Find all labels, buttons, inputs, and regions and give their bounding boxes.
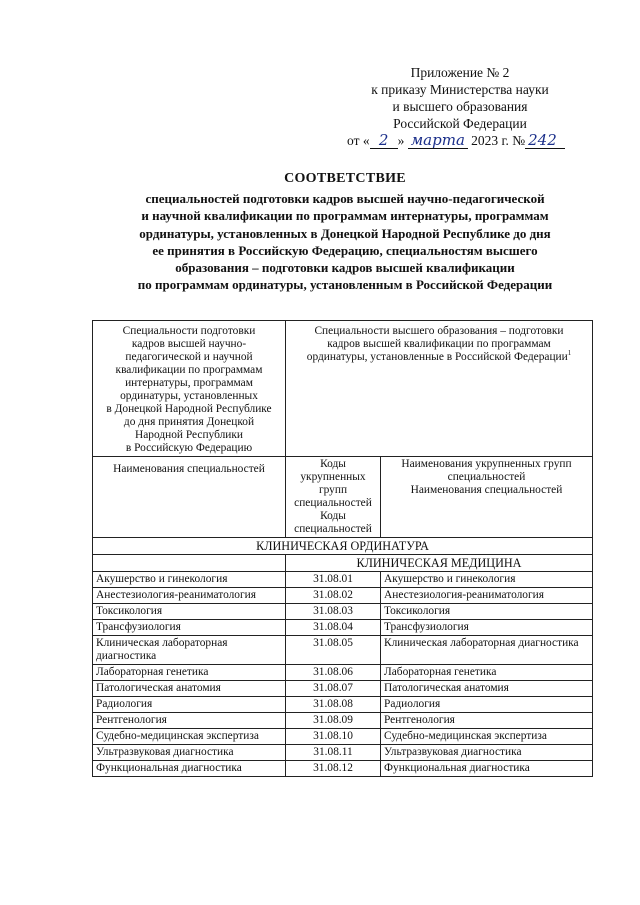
header-left-cell: [93, 321, 286, 457]
header-left-line: квалификации по программам: [115, 364, 263, 376]
title-line: и научной квалификации по программам интернатуры, программам: [141, 208, 549, 224]
groups-header-line: Наименования специальностей: [410, 484, 563, 496]
section-clinical-medicine: КЛИНИЧЕСКАЯ МЕДИЦИНА: [286, 555, 593, 572]
table-row: [93, 761, 593, 777]
specialty-code-cell: 31.08.09: [286, 713, 381, 729]
rf-specialty-cell: Радиология: [381, 697, 593, 713]
empty-cell: [93, 555, 286, 572]
rf-specialty-cell: Судебно-медицинская экспертиза: [381, 729, 593, 745]
appendix-country-line: Российской Федерации: [393, 116, 527, 131]
appendix-ministry-line: и высшего образования: [392, 99, 528, 114]
table-row: [93, 620, 593, 636]
specialty-name-cell: Патологическая анатомия: [93, 681, 286, 697]
table-row: [93, 681, 593, 697]
title-main: СООТВЕТСТВИЕ: [284, 171, 406, 186]
specialty-name-cell: Анестезиология-реаниматология: [93, 588, 286, 604]
section-row: [93, 555, 593, 572]
table-row: [93, 745, 593, 761]
footnote-mark: 1: [567, 349, 572, 358]
codes-header-line: Коды: [320, 510, 346, 522]
header-left-line: до дня принятия Донецкой: [123, 416, 255, 428]
rf-specialty-cell: Анестезиология-реаниматология: [381, 588, 593, 604]
header-right-line: кадров высшей квалификации по программам: [327, 338, 551, 350]
date-mid: »: [397, 133, 405, 148]
header-left-line: Специальности подготовки: [122, 325, 256, 337]
header-left-line: интернатуры, программам: [125, 377, 253, 389]
col-codes-header: [286, 457, 381, 538]
specialty-name-cell: Рентгенология: [93, 713, 286, 729]
specialty-code-cell: 31.08.11: [286, 745, 381, 761]
specialty-name-cell: Клиническая лабораторная диагностика: [93, 636, 286, 665]
codes-header-line: специальностей: [294, 523, 372, 535]
appendix-date-line: [330, 132, 590, 149]
specialty-name-cell: Лабораторная генетика: [93, 665, 286, 681]
date-prefix: от «: [347, 133, 370, 148]
table-row: [93, 636, 593, 665]
col-groups-header: [381, 457, 593, 538]
header-right-cell: [286, 321, 593, 457]
specialty-name-cell: Трансфузиология: [93, 620, 286, 636]
specialty-code-cell: 31.08.02: [286, 588, 381, 604]
specialty-code-cell: 31.08.06: [286, 665, 381, 681]
handwritten-order-number: 242: [525, 133, 565, 149]
table-row: [93, 665, 593, 681]
table-row: [93, 588, 593, 604]
specialty-code-cell: 31.08.04: [286, 620, 381, 636]
specialty-code-cell: 31.08.12: [286, 761, 381, 777]
header-left-line: кадров высшей научно-: [131, 338, 247, 350]
rf-specialty-cell: Трансфузиология: [381, 620, 593, 636]
specialty-code-cell: 31.08.08: [286, 697, 381, 713]
header-right-line: [289, 351, 589, 364]
groups-header-line: Наименования укрупненных групп: [401, 458, 572, 470]
rf-specialty-cell: Рентгенология: [381, 713, 593, 729]
rf-specialty-cell: Патологическая анатомия: [381, 681, 593, 697]
table-row: [93, 729, 593, 745]
rf-specialty-cell: Функциональная диагностика: [381, 761, 593, 777]
col-names-header: Наименования специальностей: [93, 457, 286, 538]
specialty-code-cell: 31.08.03: [286, 604, 381, 620]
table-body: [93, 572, 593, 777]
groups-header-line: специальностей: [447, 471, 526, 483]
codes-header-line: Коды: [320, 458, 346, 470]
header-left-line: ординатуры, установленных: [120, 390, 258, 402]
codes-header-line: специальностей: [294, 497, 372, 509]
title-line: специальностей подготовки кадров высшей научно-педагогической: [145, 191, 545, 207]
specialty-name-cell: Токсикология: [93, 604, 286, 620]
table-subheader-row: [93, 457, 593, 538]
rf-specialty-cell: Токсикология: [381, 604, 593, 620]
handwritten-month: марта: [408, 133, 468, 149]
specialty-code-cell: 31.08.07: [286, 681, 381, 697]
rf-specialty-cell: Клиническая лабораторная диагностика: [381, 636, 593, 665]
specialty-code-cell: 31.08.01: [286, 572, 381, 588]
rf-specialty-cell: Акушерство и гинекология: [381, 572, 593, 588]
document-title: [80, 170, 610, 293]
title-line: ее принятия в Российскую Федерацию, специальностям высшего: [152, 242, 538, 258]
codes-header-line: укрупненных: [300, 471, 366, 483]
specialty-name-cell: Радиология: [93, 697, 286, 713]
rf-specialty-cell: Лабораторная генетика: [381, 665, 593, 681]
table-row: [93, 697, 593, 713]
handwritten-day: 2: [370, 133, 398, 149]
codes-header-line: групп: [318, 484, 348, 496]
header-left-line: педагогической и научной: [125, 351, 253, 363]
specialty-name-cell: Функциональная диагностика: [93, 761, 286, 777]
appendix-block: [330, 64, 590, 149]
table-row: [93, 713, 593, 729]
title-line: образования – подготовки кадров высшей квалификации: [175, 260, 515, 276]
specialty-name-cell: Ультразвуковая диагностика: [93, 745, 286, 761]
date-year: 2023 г. №: [471, 133, 526, 148]
specialty-code-cell: 31.08.05: [286, 636, 381, 665]
rf-specialty-cell: Ультразвуковая диагностика: [381, 745, 593, 761]
title-line: ординатуры, установленных в Донецкой Народной Республике до дня: [139, 225, 551, 241]
header-left-line: Народной Республики: [134, 429, 244, 441]
title-line: по программам ординатуры, установленным в Российской Федерации: [137, 277, 553, 293]
section-clinical-residency: КЛИНИЧЕСКАЯ ОРДИНАТУРА: [93, 538, 593, 555]
header-left-line: в Российскую Федерацию: [125, 442, 253, 454]
appendix-order-line: к приказу Министерства науки: [371, 82, 549, 97]
specialty-code-cell: 31.08.10: [286, 729, 381, 745]
specialty-name-cell: Судебно-медицинская экспертиза: [93, 729, 286, 745]
header-left-line: в Донецкой Народной Республике: [106, 403, 272, 415]
specialty-name-cell: Акушерство и гинекология: [93, 572, 286, 588]
header-right-line: Специальности высшего образования – подготовки: [314, 325, 564, 337]
table-header-row: [93, 321, 593, 457]
correspondence-table: [92, 320, 593, 777]
header-right-text: ординатуры, установленные в Российской Федерации: [306, 351, 568, 363]
table-row: [93, 604, 593, 620]
section-row: [93, 538, 593, 555]
table-row: [93, 572, 593, 588]
appendix-title: Приложение № 2: [410, 65, 510, 80]
